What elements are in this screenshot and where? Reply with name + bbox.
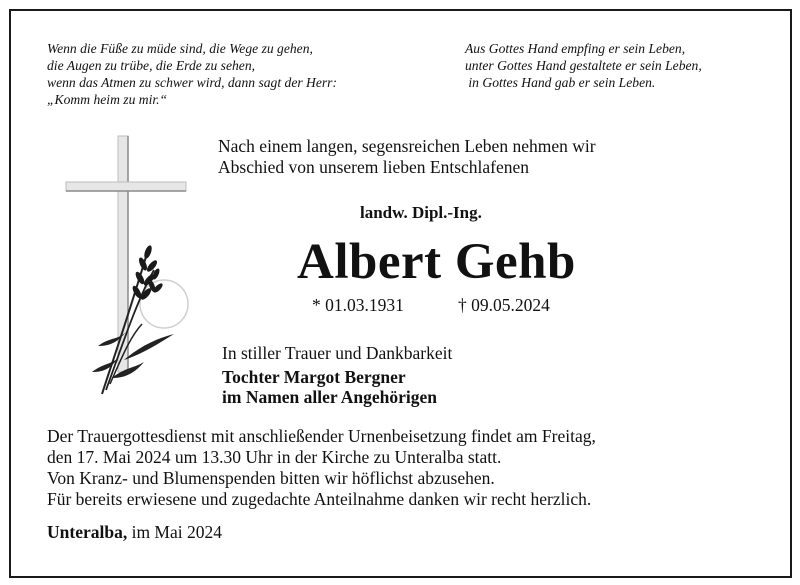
body-line: Für bereits erwiesene und zugedachte Anteilnahme danken wir recht herzlich.: [47, 489, 592, 509]
intro-line: Abschied von unserem lieben Entschlafenen: [218, 157, 530, 177]
intro-text: [218, 136, 596, 178]
place-and-date: [47, 522, 222, 543]
signer-line: im Namen aller Angehörigen: [222, 387, 438, 407]
poem-right: [465, 40, 702, 91]
body-line: Von Kranz- und Blumenspenden bitten wir höflichst abzusehen.: [47, 468, 495, 488]
mourning-line: In stiller Trauer und Dankbarkeit: [222, 343, 453, 363]
cross-with-wheat-icon: [62, 132, 194, 404]
poem-line: in Gottes Hand gab er sein Leben.: [465, 75, 656, 90]
poem-left: [47, 40, 337, 108]
poem-line: wenn das Atmen zu schwer wird, dann sagt der Herr:: [47, 75, 337, 90]
deceased-name: Albert Gehb: [297, 234, 576, 290]
signer-line: Tochter Margot Bergner: [222, 367, 406, 387]
closing-date: im Mai 2024: [131, 522, 222, 542]
poem-line: unter Gottes Hand gestaltete er sein Leben,: [465, 58, 702, 73]
body-line: Der Trauergottesdienst mit anschließender Urnenbeisetzung findet am Freitag,: [47, 426, 596, 446]
poem-line: die Augen zu trübe, die Erde zu sehen,: [47, 58, 256, 73]
poem-line: Wenn die Füße zu müde sind, die Wege zu gehen,: [47, 41, 313, 56]
intro-line: Nach einem langen, segensreichen Leben nehmen wir: [218, 136, 596, 156]
poem-line: „Komm heim zu mir.“: [47, 92, 168, 107]
birth-date: * 01.03.1931: [312, 295, 404, 315]
death-date: † 09.05.2024: [458, 295, 550, 315]
poem-line: Aus Gottes Hand empfing er sein Leben,: [465, 41, 686, 56]
service-details: [47, 426, 596, 510]
body-line: den 17. Mai 2024 um 13.30 Uhr in der Kirche zu Unteralba statt.: [47, 447, 502, 467]
closing-place: Unteralba,: [47, 522, 128, 542]
deceased-title: landw. Dipl.-Ing.: [360, 203, 482, 222]
signers: [222, 367, 437, 407]
